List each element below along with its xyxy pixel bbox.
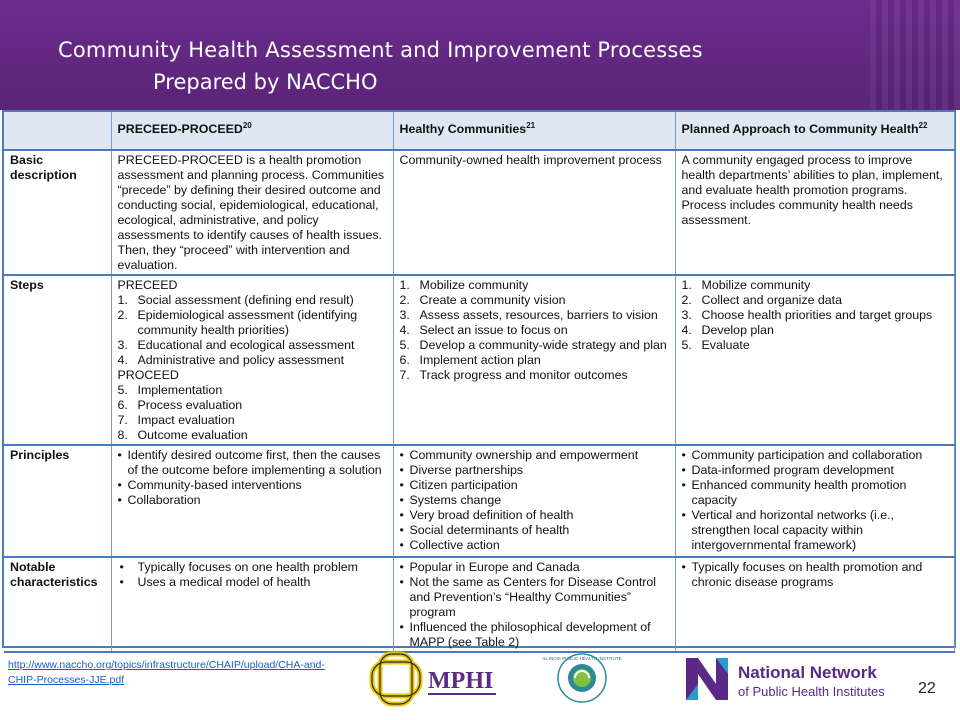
list-item xyxy=(400,538,669,553)
numbered-list xyxy=(118,383,387,443)
bullet-icon: • xyxy=(681,560,686,574)
bullet-list xyxy=(118,560,387,590)
list-item xyxy=(682,463,948,478)
bullet-list xyxy=(682,448,948,553)
list-text: Develop plan xyxy=(701,323,774,337)
list-text: Enhanced community health promotion capacity xyxy=(691,478,907,507)
list-text: Social determinants of health xyxy=(409,523,570,537)
list-item xyxy=(118,293,387,308)
header-cell-preceed: PRECEED-PROCEED$^{20}$ xyxy=(111,112,393,150)
table-cell: Community-owned health improvement process xyxy=(393,150,675,275)
table-cell xyxy=(393,557,675,652)
list-heading: PRECEED xyxy=(117,278,178,292)
bullet-icon: • xyxy=(681,463,686,477)
list-heading: PROCEED xyxy=(117,368,179,382)
list-item xyxy=(400,493,669,508)
header-cell-healthy-communities: Healthy Communities$^{21}$ xyxy=(393,112,675,150)
table-cell xyxy=(675,445,954,557)
list-item xyxy=(400,560,669,575)
list-item xyxy=(400,620,669,650)
numbered-list xyxy=(682,278,948,353)
list-item xyxy=(400,508,669,523)
table-cell xyxy=(675,275,954,445)
row-label: Notable characteristics xyxy=(4,557,111,652)
list-item xyxy=(682,293,948,308)
list-text: Implement action plan xyxy=(419,353,541,367)
list-number: 3. xyxy=(117,338,128,352)
list-text: Citizen participation xyxy=(409,478,518,492)
source-link[interactable]: http://www.naccho.org/topics/infrastructure/CHAIP/upload/CHA-and-CHIP-Processes-JJE.pdf xyxy=(8,659,325,686)
bullet-icon: • xyxy=(399,575,404,589)
numbered-list xyxy=(400,278,669,383)
list-item xyxy=(400,308,669,323)
list-text: Educational and ecological assessment xyxy=(137,338,355,352)
bullet-icon: • xyxy=(399,523,404,537)
bullet-icon: • xyxy=(117,478,122,492)
bullet-icon: • xyxy=(399,448,404,462)
bullet-icon: • xyxy=(681,448,686,462)
list-text: Data-informed program development xyxy=(691,463,894,477)
table-cell xyxy=(675,557,954,652)
list-text: Create a community vision xyxy=(419,293,566,307)
list-text: Epidemiological assessment (identifying community health priorities) xyxy=(137,308,358,337)
list-text: Not the same as Centers for Disease Control and Prevention’s “Healthy Communities” program xyxy=(409,575,657,619)
row-label: Basic description xyxy=(4,150,111,275)
list-text: Community participation and collaboration xyxy=(691,448,923,462)
bullet-icon: • xyxy=(117,493,122,507)
bullet-icon: • xyxy=(119,560,124,574)
list-number: 4. xyxy=(399,323,410,337)
list-item xyxy=(400,353,669,368)
bullet-icon: • xyxy=(399,560,404,574)
list-text: Select an issue to focus on xyxy=(419,323,568,337)
mphi-logo-text: MPHI xyxy=(428,668,494,694)
bullet-icon: • xyxy=(399,463,404,477)
list-number: 8. xyxy=(117,428,128,442)
list-item xyxy=(682,448,948,463)
page-number: 22 xyxy=(918,680,936,697)
list-number: 1. xyxy=(117,293,128,307)
list-text: Typically focuses on one health problem xyxy=(137,560,358,574)
list-text: Identify desired outcome first, then the causes of the outcome before implementing a solution xyxy=(127,448,382,477)
slide-title-line2: Prepared by NACCHO xyxy=(153,70,378,94)
bullet-icon: • xyxy=(117,448,122,462)
list-text: Social assessment (defining end result) xyxy=(137,293,354,307)
list-item xyxy=(118,308,387,338)
list-item xyxy=(400,448,669,463)
list-number: 2. xyxy=(399,293,410,307)
list-text: Track progress and monitor outcomes xyxy=(419,368,628,382)
table-row xyxy=(4,150,954,275)
list-number: 7. xyxy=(117,413,128,427)
list-text: Impact evaluation xyxy=(137,413,235,427)
list-text: Diverse partnerships xyxy=(409,463,524,477)
table-row xyxy=(4,275,954,445)
bullet-icon: • xyxy=(119,575,124,589)
bullet-list xyxy=(118,448,387,508)
bullet-icon: • xyxy=(399,478,404,492)
list-item xyxy=(118,383,387,398)
list-number: 5. xyxy=(117,383,128,397)
bullet-icon: • xyxy=(399,620,404,634)
list-item xyxy=(118,353,387,368)
list-item xyxy=(400,463,669,478)
table-cell: PRECEED-PROCEED is a health promotion assessment and planning process. Communities “precede” by defining their desired outcome and conducting social, epidemiological, educational, ecological, administrative, and policy assessments to identify causes of health issues. Then, they “proceed” with intervention and evaluation. xyxy=(111,150,393,275)
list-number: 3. xyxy=(681,308,692,322)
list-text: Community-based interventions xyxy=(127,478,302,492)
bullet-icon: • xyxy=(399,538,404,552)
row-label: Principles xyxy=(4,445,111,557)
ilph-ring-text: ILLINOIS PUBLIC HEALTH INSTITUTE xyxy=(542,656,622,661)
list-number: 5. xyxy=(399,338,410,352)
list-text: Mobilize community xyxy=(701,278,811,292)
header-sup: 22 xyxy=(918,121,928,130)
nnphi-line2: of Public Health Institutes xyxy=(738,684,885,699)
list-item xyxy=(400,575,669,620)
bullet-list xyxy=(682,560,948,590)
list-number: 6. xyxy=(117,398,128,412)
list-number: 2. xyxy=(681,293,692,307)
header-stripes xyxy=(870,0,960,110)
list-text: Influenced the philosophical development of MAPP (see Table 2) xyxy=(409,620,651,649)
table-cell xyxy=(393,275,675,445)
list-text: Systems change xyxy=(409,493,502,507)
list-text: Choose health priorities and target groups xyxy=(701,308,933,322)
bullet-list xyxy=(400,560,669,650)
list-item xyxy=(682,308,948,323)
header-cell-planned-approach: Planned Approach to Community Health$^{22}$ xyxy=(675,112,954,150)
list-text: Community ownership and empowerment xyxy=(409,448,639,462)
bullet-icon: • xyxy=(399,508,404,522)
list-number: 6. xyxy=(399,353,410,367)
table-cell xyxy=(111,557,393,652)
table-cell: A community engaged process to improve health departments’ abilities to plan, implement, and evaluate health promotion programs. Process includes community health needs assessment. xyxy=(675,150,954,275)
bullet-icon: • xyxy=(681,478,686,492)
list-text: Collaboration xyxy=(127,493,201,507)
header-sup: 21 xyxy=(526,121,536,130)
list-item xyxy=(400,368,669,383)
list-text: Mobilize community xyxy=(419,278,529,292)
list-item xyxy=(400,523,669,538)
list-text: Administrative and policy assessment xyxy=(137,353,345,367)
list-number: 2. xyxy=(117,308,128,322)
list-item xyxy=(682,508,948,553)
list-item xyxy=(118,413,387,428)
list-text: Vertical and horizontal networks (i.e., strengthen local capacity within intergovernmental framework) xyxy=(691,508,894,552)
list-text: Assess assets, resources, barriers to vision xyxy=(419,308,658,322)
list-text: Popular in Europe and Canada xyxy=(409,560,580,574)
bullet-list xyxy=(400,448,669,553)
list-item xyxy=(400,478,669,493)
slide-header xyxy=(0,0,960,110)
header-cell-blank xyxy=(4,112,111,150)
table-header-row xyxy=(4,112,954,150)
bullet-icon: • xyxy=(399,493,404,507)
list-item xyxy=(400,338,669,353)
list-item xyxy=(682,278,948,293)
list-item xyxy=(118,428,387,443)
table-row xyxy=(4,557,954,652)
comparison-table xyxy=(2,110,956,648)
bullet-icon: • xyxy=(681,508,686,522)
list-text: Collective action xyxy=(409,538,500,552)
slide-title-line1: Community Health Assessment and Improvement Processes xyxy=(58,38,703,62)
list-item xyxy=(400,278,669,293)
mphi-logo xyxy=(366,648,500,710)
row-label: Steps xyxy=(4,275,111,445)
list-text: Typically focuses on health promotion and chronic disease programs xyxy=(691,560,923,589)
list-number: 1. xyxy=(399,278,410,292)
list-item xyxy=(118,448,387,478)
list-number: 1. xyxy=(681,278,692,292)
nnphi-line1: National Network xyxy=(738,663,877,682)
list-text: Evaluate xyxy=(701,338,750,352)
list-text: Process evaluation xyxy=(137,398,243,412)
list-text: Collect and organize data xyxy=(701,293,843,307)
list-item xyxy=(118,575,387,590)
list-number: 3. xyxy=(399,308,410,322)
list-number: 7. xyxy=(399,368,410,382)
list-text: Outcome evaluation xyxy=(137,428,248,442)
header-sup: 20 xyxy=(242,121,252,130)
list-text: Develop a community-wide strategy and plan xyxy=(419,338,667,352)
list-item xyxy=(400,293,669,308)
numbered-list xyxy=(118,293,387,368)
list-number: 4. xyxy=(117,353,128,367)
list-number: 5. xyxy=(681,338,692,352)
list-item xyxy=(118,338,387,353)
table-row xyxy=(4,445,954,557)
list-item xyxy=(118,493,387,508)
nnphi-logo xyxy=(684,654,894,704)
list-item xyxy=(118,478,387,493)
list-item xyxy=(682,478,948,508)
list-text: Implementation xyxy=(137,383,223,397)
list-item xyxy=(682,323,948,338)
table-cell xyxy=(111,445,393,557)
list-item xyxy=(400,323,669,338)
table-cell xyxy=(393,445,675,557)
ilph-logo xyxy=(542,652,622,704)
list-text: Very broad definition of health xyxy=(409,508,574,522)
list-item xyxy=(682,338,948,353)
list-number: 4. xyxy=(681,323,692,337)
list-item xyxy=(118,560,387,575)
table-cell xyxy=(111,275,393,445)
list-text: Uses a medical model of health xyxy=(137,575,311,589)
list-item xyxy=(118,398,387,413)
list-item xyxy=(682,560,948,590)
